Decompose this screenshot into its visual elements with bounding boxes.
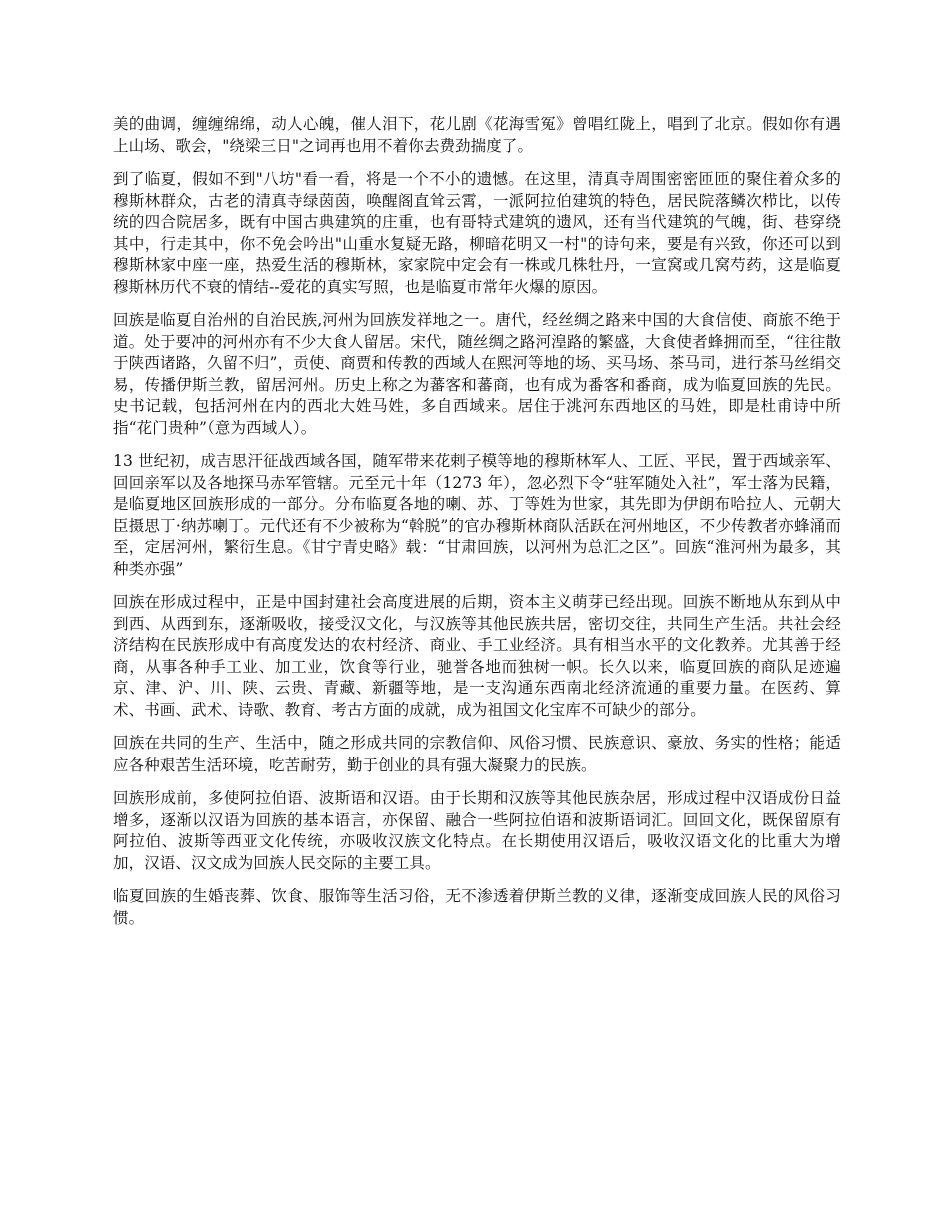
paragraph-7: 回族形成前，多使阿拉伯语、波斯语和汉语。由于长期和汉族等其他民族杂居，形成过程中汉语成份日益增多，逐渐以汉语为回族的基本语言，亦保留、融合一些阿拉伯语和波斯语词汇。回回文化，既保留原有阿拉伯、波斯等西亚文化传统，亦吸收汉族文化特点。在长期使用汉语后，吸收汉语文化的比重大为增加，汉语、汉文成为回族人民交际的主要工具。 bbox=[113, 789, 841, 872]
paragraph-1: 美的曲调，缠缠绵绵，动人心魄，催人泪下，花儿剧《花海雪冤》曾唱红陇上，唱到了北京。假如你有遇上山场、歌会，"绕梁三日"之词再也用不着你去费劲揣度了。 bbox=[113, 115, 841, 155]
document-page bbox=[113, 114, 841, 941]
paragraph-3: 回族是临夏自治州的自治民族,河州为回族发祥地之一。唐代，经丝绸之路来中国的大食信使、商旅不绝于道。处于要冲的河州亦有不少大食人留居。宋代，随丝绸之路河湟路的繁盛，大食使者蜂拥而至，“往往散于陕西诸路，久留不归”，贡使、商贾和传教的西域人在熙河等地的场、买马场、茶马司，进行茶马丝绢交易，传播伊斯兰教，留居河州。历史上称之为蕃客和蕃商，也有成为番客和番商，成为临夏回族的先民。史书记载，包括河州在内的西北大姓马姓，多自西域来。居住于洮河东西地区的马姓，即是杜甫诗中所指“花门贵种”（意为西域人）。 bbox=[113, 311, 841, 437]
paragraph-2: 到了临夏，假如不到"八坊"看一看，将是一个不小的遗憾。在这里，清真寺周围密密匝匝的聚住着众多的穆斯林群众，古老的清真寺绿茵茵，唤醒阁直耸云霄，一派阿拉伯建筑的特色，居民院落鳞次栉比，以传统的四合院居多，既有中国古典建筑的庄重，也有哥特式建筑的遗风，还有当代建筑的气魄，街、巷穿绕其中，行走其中，你不免会吟出"山重水复疑无路，柳暗花明又一村"的诗句来，要是有兴致，你还可以到穆斯林家中座一座，热爱生活的穆斯林，家家院中定会有一株或几株牡丹，一宣窝或几窝芍药，这是临夏穆斯林历代不衰的情结--爱花的真实写照，也是临夏市常年火爆的原因。 bbox=[113, 170, 841, 296]
paragraph-6: 回族在共同的生产、生活中，随之形成共同的宗教信仰、风俗习惯、民族意识、豪放、务实的性格；能适应各种艰苦生活环境，吃苦耐劳，勤于创业的具有强大凝聚力的民族。 bbox=[113, 734, 841, 774]
paragraph-8: 临夏回族的生婚丧葬、饮食、服饰等生活习俗，无不渗透着伊斯兰教的义律，逐渐变成回族人民的风俗习惯。 bbox=[113, 887, 841, 927]
paragraph-5: 回族在形成过程中，正是中国封建社会高度进展的后期，资本主义萌芽已经出现。回族不断地从东到从中到西、从西到东，逐渐吸收，接受汉文化，与汉族等其他民族共居，密切交往，共同生产生活。共社会经济结构在民族形成中有高度发达的农村经济、商业、手工业经济。具有相当水平的文化教养。尤其善于经商，从事各种手工业、加工业，饮食等行业，驰誉各地而独树一帜。长久以来，临夏回族的商队足迹遍京、津、沪、川、陕、云贵、青藏、新疆等地，是一支沟通东西南北经济流通的重要力量。在医药、算术、书画、武术、诗歌、教育、考古方面的成就，成为祖国文化宝库不可缺少的部分。 bbox=[113, 593, 841, 719]
paragraph-4: 13 世纪初，成吉思汗征战西域各国，随军带来花剌子模等地的穆斯林军人、工匠、平民，置于西域亲军、回回亲军以及各地探马赤军管辖。元至元十年（1273 年），忽必烈下令“驻军随处入社”，军士落为民籍，是临夏地区回族形成的一部分。分布临夏各地的喇、苏、丁等姓为世家，其先即为伊朗布哈拉人、元朝大臣摄思丁·纳苏喇丁。元代还有不少被称为“斡脱”的官办穆斯林商队活跃在河州地区，不少传教者亦蜂涌而至，定居河州，繁衍生息。《甘宁青史略》载：“甘肃回族，以河州为总汇之区”。回族“淮河州为最多，其种类亦强” bbox=[113, 452, 841, 578]
